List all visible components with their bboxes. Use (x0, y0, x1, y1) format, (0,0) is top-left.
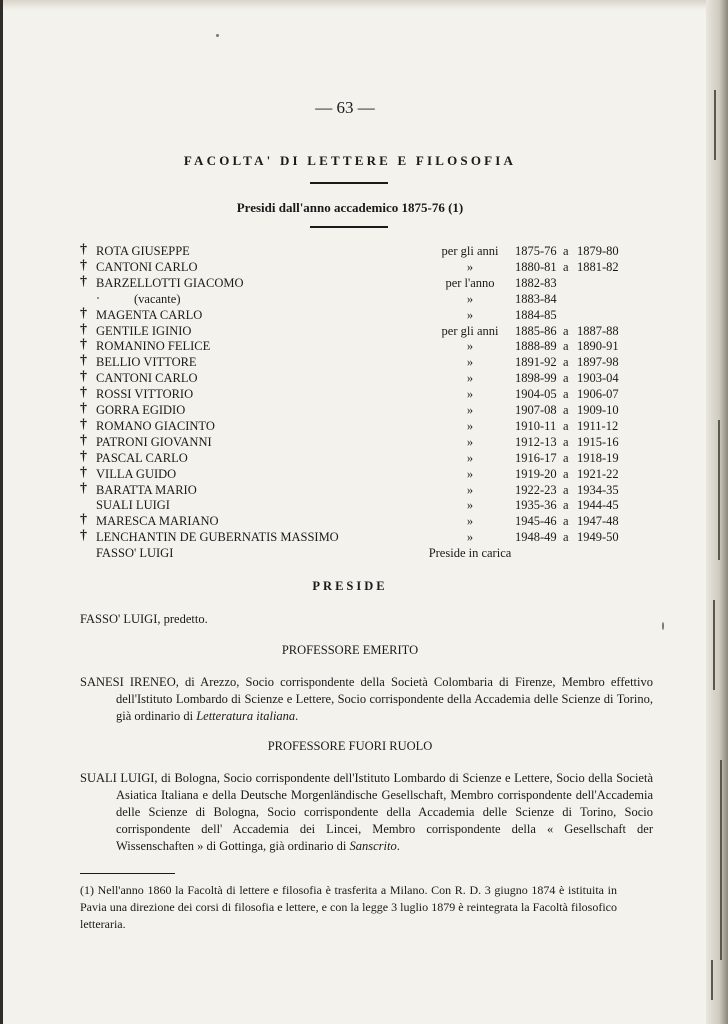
president-to-year: 1906-07 (577, 387, 619, 402)
president-period: » (466, 371, 474, 386)
president-from-year: 1904-05 (515, 387, 557, 402)
deceased-cross-icon: † (80, 369, 87, 385)
president-row (80, 291, 640, 307)
president-year-separator: a (563, 323, 569, 338)
president-to-year: 1934-35 (577, 482, 619, 497)
president-from-year: 1875-76 (515, 244, 557, 258)
president-row (80, 466, 640, 482)
president-to-year: 1909-10 (577, 403, 619, 417)
president-to-year: 1911-12 (577, 418, 619, 433)
president-row (80, 482, 640, 498)
president-from-year: 1891-92 (515, 355, 557, 370)
president-name: MARESCA MARIANO (96, 514, 219, 529)
president-from-year: 1882-83 (515, 275, 557, 290)
president-name: VILLA GUIDO (96, 466, 177, 481)
deceased-cross-icon: † (80, 464, 87, 480)
president-row (80, 418, 640, 434)
president-to-year: 1881-82 (577, 259, 619, 274)
president-period: » (466, 514, 474, 529)
president-to-year: 1949-50 (577, 530, 619, 545)
president-row (80, 402, 640, 418)
president-period: » (466, 259, 474, 274)
president-year-separator: a (563, 371, 569, 386)
scan-speck (662, 622, 664, 630)
footnote-rule (80, 873, 175, 874)
president-from-year: 1880-81 (515, 259, 557, 274)
president-to-year: 1915-16 (577, 434, 619, 449)
emerito-heading: PROFESSORE EMERITO (281, 643, 419, 657)
fuori-ruolo-subject: Sanscrito (349, 839, 397, 853)
president-row (80, 497, 640, 513)
president-period: » (466, 434, 474, 449)
president-period: » (466, 339, 474, 354)
president-name: (vacante) (134, 291, 181, 306)
deceased-cross-icon: † (80, 305, 87, 321)
deceased-cross-icon: † (80, 257, 87, 273)
president-period: » (466, 291, 474, 306)
president-row (80, 370, 640, 386)
president-from-year: 1883-84 (515, 291, 557, 306)
president-period: per l'anno (445, 275, 495, 290)
president-year-separator: a (563, 498, 569, 513)
president-from-year: 1945-46 (515, 514, 557, 529)
president-period: » (466, 418, 474, 433)
president-name: ROMANINO FELICE (96, 339, 211, 354)
scan-speck (216, 34, 219, 37)
scan-speck (97, 297, 99, 299)
president-row (80, 513, 640, 529)
deceased-cross-icon: † (80, 480, 87, 496)
president-row (80, 259, 640, 275)
president-name: CANTONI CARLO (96, 371, 198, 386)
president-to-year: 1890-91 (577, 339, 619, 354)
page-number: — 63 — (315, 98, 375, 117)
president-from-year: 1935-36 (515, 498, 557, 513)
president-name: LENCHANTIN DE GUBERNATIS MASSIMO (96, 530, 339, 545)
president-year-separator: a (563, 450, 569, 465)
deceased-cross-icon: † (80, 512, 87, 528)
president-row (80, 434, 640, 450)
president-period: » (466, 387, 474, 402)
president-to-year: 1903-04 (577, 371, 619, 386)
preside-heading: PRESIDE (312, 579, 388, 593)
president-name: CANTONI CARLO (96, 259, 198, 274)
president-year-separator: a (563, 339, 569, 354)
president-to-year: 1918-19 (577, 450, 619, 465)
president-from-year: 1948-49 (515, 530, 557, 545)
president-period: » (466, 498, 474, 513)
deceased-cross-icon: † (80, 401, 87, 416)
president-to-year: 1947-48 (577, 514, 619, 529)
president-period: » (466, 482, 474, 497)
president-name: PASCAL CARLO (96, 450, 188, 465)
fuori-ruolo-heading: PROFESSORE FUORI RUOLO (267, 739, 433, 753)
president-year-separator: a (563, 530, 569, 545)
president-row (80, 545, 640, 561)
president-from-year: 1912-13 (515, 434, 557, 449)
president-row (80, 307, 640, 323)
president-period: » (466, 450, 474, 465)
president-name: FASSO' LUIGI (96, 546, 174, 561)
president-from-year: 1884-85 (515, 307, 557, 322)
president-year-separator: a (563, 418, 569, 433)
president-from-year: 1910-11 (515, 418, 557, 433)
page-right-edge (706, 0, 728, 1024)
president-period: Preside in carica (428, 546, 512, 561)
president-name: GORRA EGIDIO (96, 403, 186, 417)
president-name: BARATTA MARIO (96, 482, 197, 497)
president-from-year: 1888-89 (515, 339, 557, 354)
president-year-separator: a (563, 403, 569, 417)
fuori-ruolo-entry: SUALI LUIGI, di Bologna, Socio corrispondente dell'Istituto Lombardo di Scienze e Lettere, Socio della Società Asiatica Italiana e della Deutsche Morgenländische Gesellschaft, Membro corrispondente dell'Accademia delle Scienze di Bologna, Socio corrispondente della Accademia delle Scienze di Torino, Socio corrispondente dell' Accademia dei Lincei, Membro corrispondente della « Gesellschaft der Wissenschaften » di Gottinga, già ordinario di Sanscrito. (80, 771, 653, 853)
president-year-separator: a (563, 244, 569, 258)
deceased-cross-icon: † (80, 242, 87, 257)
title-rule (310, 182, 388, 184)
president-year-separator: a (563, 387, 569, 402)
president-name: PATRONI GIOVANNI (96, 434, 212, 449)
president-name: BELLIO VITTORE (96, 355, 197, 370)
president-row (80, 529, 640, 545)
emerito-entry: SANESI IRENEO, di Arezzo, Socio corrispondente della Società Colombaria di Firenze, Membro effettivo dell'Istituto Lombardo di Scienze e Lettere, Socio corrispondente della Accademia delle Scienze di Torino, già ordinario di Letteratura italiana. (80, 675, 653, 723)
president-name: MAGENTA CARLO (96, 307, 203, 322)
president-from-year: 1898-99 (515, 371, 557, 386)
president-to-year: 1921-22 (577, 466, 619, 481)
subtitle-rule (310, 226, 388, 228)
president-name: SUALI LUIGI (96, 498, 170, 513)
deceased-cross-icon: † (80, 385, 87, 401)
president-from-year: 1919-20 (515, 466, 557, 481)
president-row (80, 243, 640, 259)
president-to-year: 1897-98 (577, 355, 619, 370)
deceased-cross-icon: † (80, 448, 87, 464)
president-year-separator: a (563, 466, 569, 481)
deceased-cross-icon: † (80, 337, 87, 353)
president-from-year: 1907-08 (515, 403, 557, 417)
president-row (80, 354, 640, 370)
president-name: ROMANO GIACINTO (96, 418, 215, 433)
president-to-year: 1944-45 (577, 498, 619, 513)
president-period: per gli anni (441, 244, 499, 258)
president-year-separator: a (563, 514, 569, 529)
president-period: per gli anni (441, 323, 499, 338)
president-row (80, 450, 640, 466)
president-row (80, 386, 640, 402)
president-name: ROTA GIUSEPPE (96, 244, 190, 258)
president-to-year: 1887-88 (577, 323, 619, 338)
president-period: » (466, 355, 474, 370)
deceased-cross-icon: † (80, 321, 87, 337)
president-year-separator: a (563, 355, 569, 370)
president-year-separator: a (563, 482, 569, 497)
president-from-year: 1885-86 (515, 323, 557, 338)
deceased-cross-icon: † (80, 353, 87, 369)
presidents-title: Presidi dall'anno accademico 1875-76 (1) (236, 200, 464, 215)
president-year-separator: a (563, 259, 569, 274)
president-from-year: 1922-23 (515, 482, 557, 497)
president-period: » (466, 466, 474, 481)
emerito-text: SANESI IRENEO, di Arezzo, Socio corrispondente della Società Colombaria di Firenze, Membro effettivo dell'Istituto Lombardo di Scienze e Lettere, Socio corrispondente della Accademia delle Scienze di Torino, già ordinario di (80, 675, 653, 723)
fuori-ruolo-text: SUALI LUIGI, di Bologna, Socio corrispondente dell'Istituto Lombardo di Scienze e Lettere, Socio della Società Asiatica Italiana e della Deutsche Morgenländische Gesellschaft, Membro corrispondente dell'Accademia delle Scienze di Bologna, Socio corrispondente della Accademia delle Scienze di Torino, Socio corrispondente dell' Accademia dei Lincei, Membro corrispondente della « Gesellschaft der Wissenschaften » di Gottinga, già ordinario di (80, 771, 653, 853)
president-name: ROSSI VITTORIO (96, 387, 194, 402)
president-row (80, 323, 640, 339)
president-row (80, 338, 640, 354)
emerito-subject: Letteratura italiana (196, 709, 296, 723)
president-period: » (466, 530, 474, 545)
faculty-title: FACOLTA' DI LETTERE E FILOSOFIA (183, 153, 517, 168)
preside-text: FASSO' LUIGI, predetto. (80, 612, 208, 626)
president-to-year: 1879-80 (577, 244, 619, 258)
deceased-cross-icon: † (80, 432, 87, 448)
deceased-cross-icon: † (80, 273, 87, 289)
president-name: GENTILE IGINIO (96, 323, 192, 338)
president-from-year: 1916-17 (515, 450, 557, 465)
footnote: (1) Nell'anno 1860 la Facoltà di lettere e filosofia è trasferita a Milano. Con R. D. 3 giugno 1874 è istituita in Pavia una direzione dei corsi di filosofia e lettere, e con la legge 3 luglio 1879 è reintegrata la Facoltà filosofico letteraria. (80, 883, 617, 931)
president-period: » (466, 403, 474, 417)
president-period: » (466, 307, 474, 322)
president-year-separator: a (563, 434, 569, 449)
president-name: BARZELLOTTI GIACOMO (96, 275, 244, 290)
deceased-cross-icon: † (80, 416, 87, 432)
president-row (80, 275, 640, 291)
page-top-edge (0, 0, 728, 10)
deceased-cross-icon: † (80, 528, 87, 544)
